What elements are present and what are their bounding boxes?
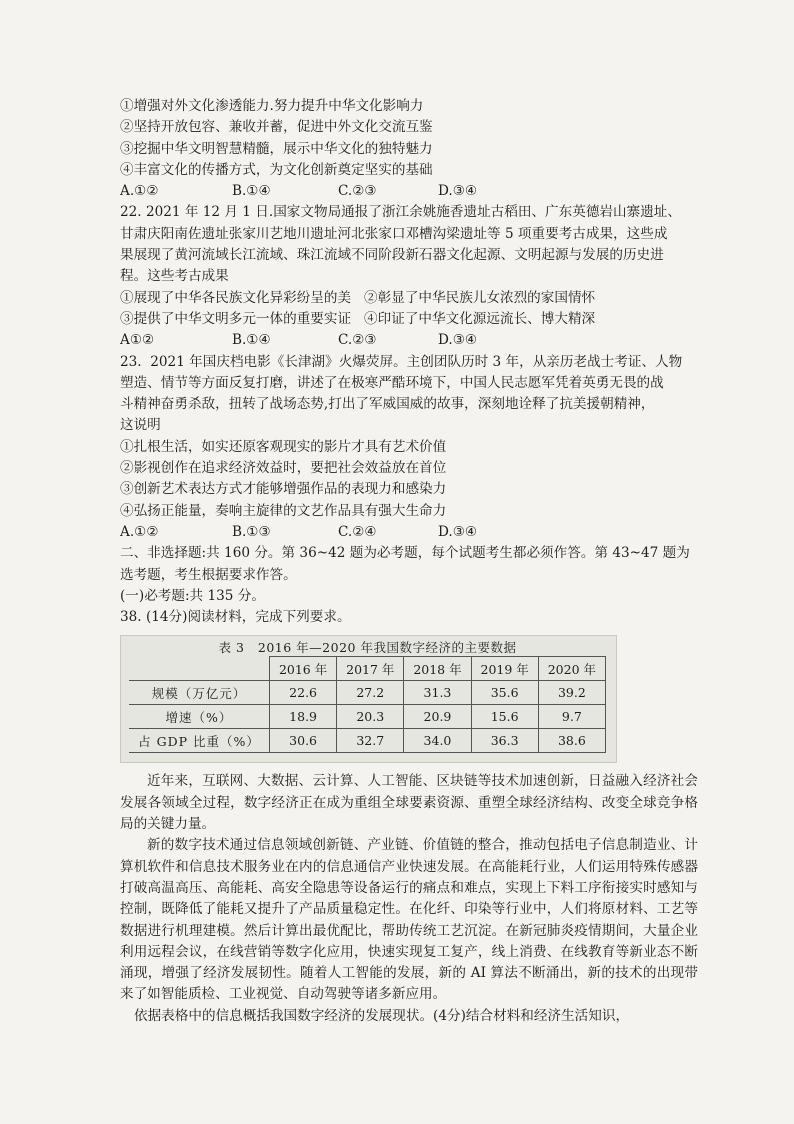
section-2-line: 二、非选择题:共 160 分。第 36~42 题为必考题，每个试题考生都必须作答。第 43~47 题为 (120, 545, 690, 562)
table-cell: 34.0 (404, 729, 471, 753)
table-cell: 9.7 (538, 705, 605, 729)
q22-choices (120, 330, 698, 351)
q22-option-line: ①展现了中华各民族文化异彩纷呈的美 ②彰显了中华民族儿女浓烈的家国情怀 (120, 289, 596, 306)
q22-choice-b: B.①④ (232, 332, 271, 349)
table-year-cell: 2019 年 (471, 657, 538, 681)
q21-choice-d: D.③④ (438, 183, 478, 200)
section-2-header (120, 543, 698, 628)
table-row (129, 705, 606, 729)
digital-economy-table-photo (120, 635, 617, 763)
table-cell: 35.6 (471, 681, 538, 705)
q22-stem-line: 果展现了黄河流域长江流域、珠江流域不同阶段新石器文化起源、文明起源与发展的历史进 (120, 247, 664, 264)
q23-option-2: ②影视创作在追求经济效益时，要把社会效益放在首位 (120, 460, 447, 477)
digital-economy-table (129, 656, 606, 753)
table-year-cell: 2018 年 (404, 657, 471, 681)
table-row (129, 681, 606, 705)
q23-stem-line: 塑造、情节等方面反复打磨，讲述了在极寒严酷环境下，中国人民志愿军凭着英勇无畏的战 (120, 374, 664, 391)
table-cell: 20.9 (404, 705, 471, 729)
table-year-cell: 2017 年 (337, 657, 404, 681)
q23-option-4: ④弘扬正能量，奏响主旋律的文艺作品具有强大生命力 (120, 502, 447, 519)
q21-options (120, 96, 698, 202)
question-22 (120, 202, 698, 351)
q21-choice-c: C.②③ (338, 183, 377, 200)
table-row-label: 占 GDP 比重（%） (129, 729, 270, 753)
table-cell: 20.3 (337, 705, 404, 729)
table-cell: 30.6 (270, 729, 337, 753)
q21-choice-a: A.①② (120, 183, 159, 200)
q22-option-line: ③提供了中华文明多元一体的重要实证 ④印证了中华文化源远流长、博大精深 (120, 310, 596, 327)
q23-option-1: ①扎根生活，如实还原客观现实的影片才具有艺术价值 (120, 438, 447, 455)
table-header-row (129, 657, 606, 681)
q23-stem-line: 23. 2021 年国庆档电影《长津湖》火爆荧屏。主创团队历时 3 年，从亲历老战士考证、人物 (120, 353, 683, 370)
table-year-cell: 2020 年 (538, 657, 605, 681)
table-cell: 31.3 (404, 681, 471, 705)
material-paragraph-1: 近年来，互联网、大数据、云计算、人工智能、区块链等技术加速创新，日益融入经济社会发展各领域全过程，数字经济正在成为重组全球要素资源、重塑全球经济结构、改变全球竞争格局的关键力量。 (120, 773, 698, 833)
table-cell: 18.9 (270, 705, 337, 729)
q22-choice-a: A①② (120, 332, 155, 349)
question-23 (120, 352, 698, 544)
table-caption: 表 3 2016 年—2020 年我国数字经济的主要数据 (218, 640, 517, 656)
table-row-label: 规模（万亿元） (129, 681, 270, 705)
q23-choice-d: D.③④ (438, 523, 478, 540)
q22-choice-c: C.②③ (338, 332, 377, 349)
q23-option-3: ③创新艺术表达方式才能够增强作品的表现力和感染力 (120, 481, 447, 498)
q22-stem-line: 程。这些考古成果 (120, 268, 229, 285)
q21-choice-b: B.①④ (232, 183, 271, 200)
table-row-label: 增速（%） (129, 705, 270, 729)
q23-choice-a: A.①② (120, 523, 159, 540)
q23-choices (120, 522, 698, 543)
q23-stem-line: 斗精神奋勇杀敌，扭转了战场态势,打出了军威国威的故事，深刻地诠释了抗美援朝精神， (120, 396, 655, 413)
table-year-cell: 2016 年 (270, 657, 337, 681)
material-paragraph-2: 新的数字技术通过信息领域创新链、产业链、价值链的整合，推动包括电子信息制造业、计算机软件和信息技术服务业在内的信息通信产业快速发展。在高能耗行业，人们运用特殊传感器打破高温高压、高能耗、高安全隐患等设备运行的痛点和难点，实现上下料工序衔接实时感知与控制，既降低了能耗又提升了产品质量稳定性。在化纤、印染等行业中，人们将原材料、工艺等数据进行机理建模。然后计算出最优配比，帮助传统工艺沉淀。在新冠肺炎疫情期间，大量企业利用远程会议，在线营销等数字化应用，快速实现复工复产，线上消费、在线教育等新业态不断涌现，增强了经济发展韧性。随着人工智能的发展，新的 AI 算法不断涌出，新的技术的出现带来了如智能质检、工业视觉、自动驾驶等诸多新应用。 (120, 837, 698, 1003)
table-corner-cell (129, 657, 270, 681)
table-cell: 36.3 (471, 729, 538, 753)
section-2-line: 选考题，考生根据要求作答。 (120, 566, 297, 583)
q23-choice-b: B.①③ (232, 523, 271, 540)
table-row (129, 729, 606, 753)
table-cell: 38.6 (538, 729, 605, 753)
q22-stem-line: 22. 2021 年 12 月 1 日.国家文物局通报了浙江余姚施香遗址古稻田、广东英德岩山寨遗址、 (120, 204, 681, 221)
q21-option-1: ①增强对外文化渗透能力.努力提升中华文化影响力 (120, 98, 424, 114)
q21-choices (120, 181, 698, 202)
table-cell: 39.2 (538, 681, 605, 705)
table-cell: 15.6 (471, 705, 538, 729)
q21-option-4: ④丰富文化的传播方式，为文化创新奠定坚实的基础 (120, 161, 433, 178)
q23-choice-c: C.②④ (338, 523, 377, 540)
table-cell: 22.6 (270, 681, 337, 705)
q21-option-2: ②坚持开放包容、兼收并蓄，促进中外文化交流互鉴 (120, 119, 433, 136)
q22-choice-d: D.③④ (438, 332, 478, 349)
table-cell: 32.7 (337, 729, 404, 753)
table-cell: 27.2 (337, 681, 404, 705)
q22-stem-line: 甘肃庆阳南佐遗址张家川艺地川遗址河北张家口邓槽沟梁遗址等 5 项重要考古成果，这些成 (120, 225, 668, 242)
question-38-title: 38. (14分)阅读材料，完成下列要求。 (120, 609, 351, 626)
question-38-prompt: 依据表格中的信息概括我国数字经济的发展现状。(4分)结合材料和经济生活知识， (134, 1007, 630, 1024)
q23-stem-line: 这说明 (120, 417, 161, 434)
section-2-line: (一)必考题:共 135 分。 (120, 587, 265, 604)
q21-option-3: ③挖掘中华文明智慧精髓，展示中华文化的独特魅力 (120, 140, 433, 157)
